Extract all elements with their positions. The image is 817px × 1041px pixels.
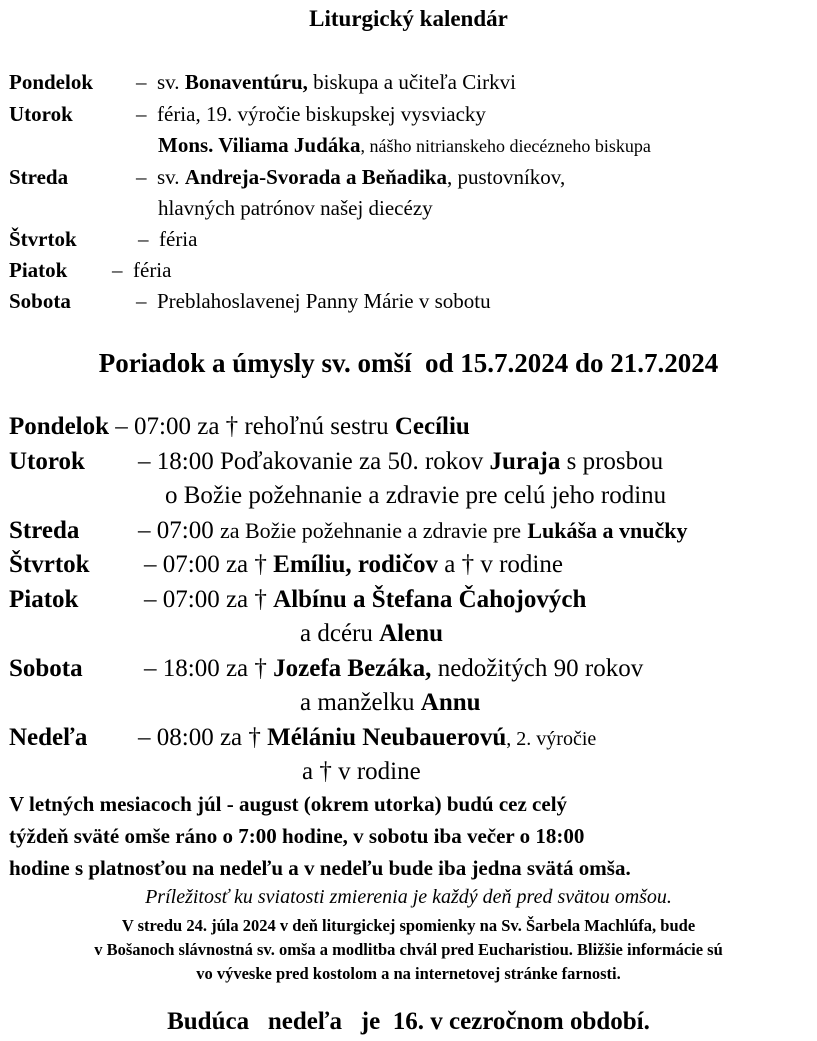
mass-row-thursday-day [9, 551, 90, 579]
mass-intention-text: a manželku [300, 689, 415, 716]
calendar-text-wednesday [136, 165, 565, 190]
mass-day: Utorok [9, 448, 85, 475]
calendar-post: , nášho nitrianskeho diecézneho biskupa [360, 136, 651, 156]
mass-intention-name: Cecíliu [394, 413, 470, 440]
calendar-pre: féria [159, 227, 198, 251]
mass-day: Štvrtok [9, 551, 90, 578]
mass-intention-text: s prosbou [566, 448, 664, 475]
mass-row-tuesday [138, 448, 663, 476]
info-line: vo vývеske pred kostolom a na internetovej stránke farnosti. [196, 964, 621, 983]
calendar-row-monday [9, 70, 93, 95]
calendar-bishop: Mons. Viliama Judáka [158, 133, 361, 157]
mass-row-tuesday-line2 [165, 482, 666, 510]
mass-intention-text: a dcéru [300, 620, 373, 647]
calendar-post: , pustovníkov, [446, 165, 566, 189]
mass-intention-name: Juraja [489, 448, 561, 475]
mass-time: – 07:00 [138, 517, 214, 544]
mass-time: – 18:00 za † [144, 655, 267, 682]
mass-row-tuesday-day [9, 448, 85, 476]
dash: – [136, 70, 147, 94]
confession-note: Príležitosť ku sviatosti zmierenia je každý deň pred svätou omšou. [145, 886, 672, 908]
calendar-day: Pondelok [9, 70, 94, 94]
mass-time: – 07:00 za † [144, 551, 267, 578]
summer-note-line: V letných mesiacoch júl - august (okrem utorka) budú cez celý [9, 792, 568, 816]
calendar-row-tuesday [9, 102, 73, 127]
mass-row-saturday-line2 [300, 689, 481, 717]
mass-intention-name: Lukáša a vnučky [527, 518, 688, 543]
calendar-row-saturday [9, 289, 71, 314]
mass-row-saturday [144, 655, 643, 683]
mass-day: Nedeľa [9, 724, 88, 751]
calendar-pre: féria, 19. výročie biskupskej vysviacky [157, 102, 486, 126]
calendar-text-tuesday-line2 [158, 133, 651, 158]
calendar-saint: Andreja-Svorada a Beňadika [184, 165, 447, 189]
calendar-post: biskupa a učiteľa Cirkvi [313, 70, 516, 94]
mass-row-thursday [144, 551, 563, 579]
calendar-day: Utorok [9, 102, 73, 126]
mass-day: Streda [9, 517, 80, 544]
mass-time: – 18:00 Poďakovanie za 50. rokov [138, 448, 484, 475]
mass-intention-text: o Božie požehnanie a zdravie pre celú jeho rodinu [165, 482, 667, 509]
calendar-text-friday [112, 258, 171, 283]
calendar-day: Štvrtok [9, 227, 77, 251]
calendar-day: Sobota [9, 289, 71, 313]
page-title: Liturgický kalendár [309, 6, 508, 31]
calendar-row-thursday [9, 227, 77, 252]
mass-row-saturday-day [9, 655, 83, 683]
calendar-pre: sv. [157, 70, 180, 94]
calendar-line2: hlavných patrónov našej diecézy [158, 196, 433, 220]
masses-title: Poriadok a úmysly sv. omší od 15.7.2024 do 21.7.2024 [98, 348, 719, 378]
mass-intention-name: Jozefa Bezáka, [273, 655, 432, 682]
info-line: V stredu 24. júla 2024 v deň liturgickej spomienky na Sv. Šarbela Machlúfa, bude [121, 916, 696, 935]
dash: – [136, 102, 147, 126]
mass-intention-name: Albínu a Štefana Čahojových [273, 586, 587, 613]
summer-note-line: týždeň sväté omše ráno o 7:00 hodine, v sobotu iba večer o 18:00 [9, 824, 585, 848]
footer-next-sunday: Budúca nedeľa je 16. v cezročnom období. [167, 1008, 650, 1035]
mass-day: Piatok [9, 586, 79, 613]
mass-row-wednesday-day [9, 517, 79, 545]
mass-intention-text: nedožitých 90 rokov [437, 655, 644, 682]
dash: – [136, 289, 147, 313]
dash: – [112, 258, 123, 282]
calendar-day: Streda [9, 165, 69, 189]
mass-row-monday [9, 413, 470, 441]
info-line: v Bošanoch slávnostná sv. omša a modlitba chvál pred Eucharistiou. Bližšie informácie sú [94, 940, 723, 959]
mass-row-wednesday [138, 517, 688, 545]
calendar-pre: sv. [157, 165, 180, 189]
mass-row-sunday-line2 [302, 758, 421, 786]
mass-intention-name: Annu [420, 689, 481, 716]
mass-day: Sobota [9, 655, 83, 682]
calendar-pre: féria [133, 258, 172, 282]
mass-intention-text: a † v rodine [302, 758, 421, 785]
mass-time: – 07:00 za † [144, 586, 267, 613]
mass-row-sunday-day [9, 724, 87, 752]
mass-time: – 08:00 za † [138, 724, 261, 751]
dash: – [138, 227, 149, 251]
calendar-saint: Bonaventúru, [184, 70, 308, 94]
calendar-day: Piatok [9, 258, 68, 282]
mass-day: Pondelok [9, 413, 110, 440]
summer-note-line: hodine s platnosťou na nedeľu a v nedeľu bude iba jedna svätá omša. [9, 856, 631, 880]
mass-row-sunday [138, 724, 596, 752]
mass-intention-name: Mélániu Neubauerovú [267, 724, 507, 751]
calendar-text-monday [136, 70, 516, 95]
mass-anniversary: , 2. výročie [506, 728, 597, 750]
calendar-text-tuesday [136, 102, 486, 127]
calendar-text-thursday [138, 227, 197, 252]
calendar-pre: Preblahoslavenej Panny Márie v sobotu [157, 289, 491, 313]
dash: – [136, 165, 147, 189]
mass-row-friday-line2 [300, 620, 443, 648]
mass-intention-name: Alenu [379, 620, 444, 647]
calendar-row-friday [9, 258, 67, 283]
mass-intention-text: a † v rodine [444, 551, 563, 578]
calendar-text-saturday [136, 289, 491, 314]
calendar-row-wednesday [9, 165, 68, 190]
mass-row-friday-day [9, 586, 78, 614]
calendar-text-wednesday-line2 [158, 196, 433, 221]
mass-intention-text: za Božie požehnanie a zdravie pre [219, 518, 522, 543]
mass-time: – 07:00 za † rehoľnú sestru [115, 413, 389, 440]
mass-row-friday [144, 586, 586, 614]
mass-intention-name: Emíliu, rodičov [273, 551, 438, 578]
